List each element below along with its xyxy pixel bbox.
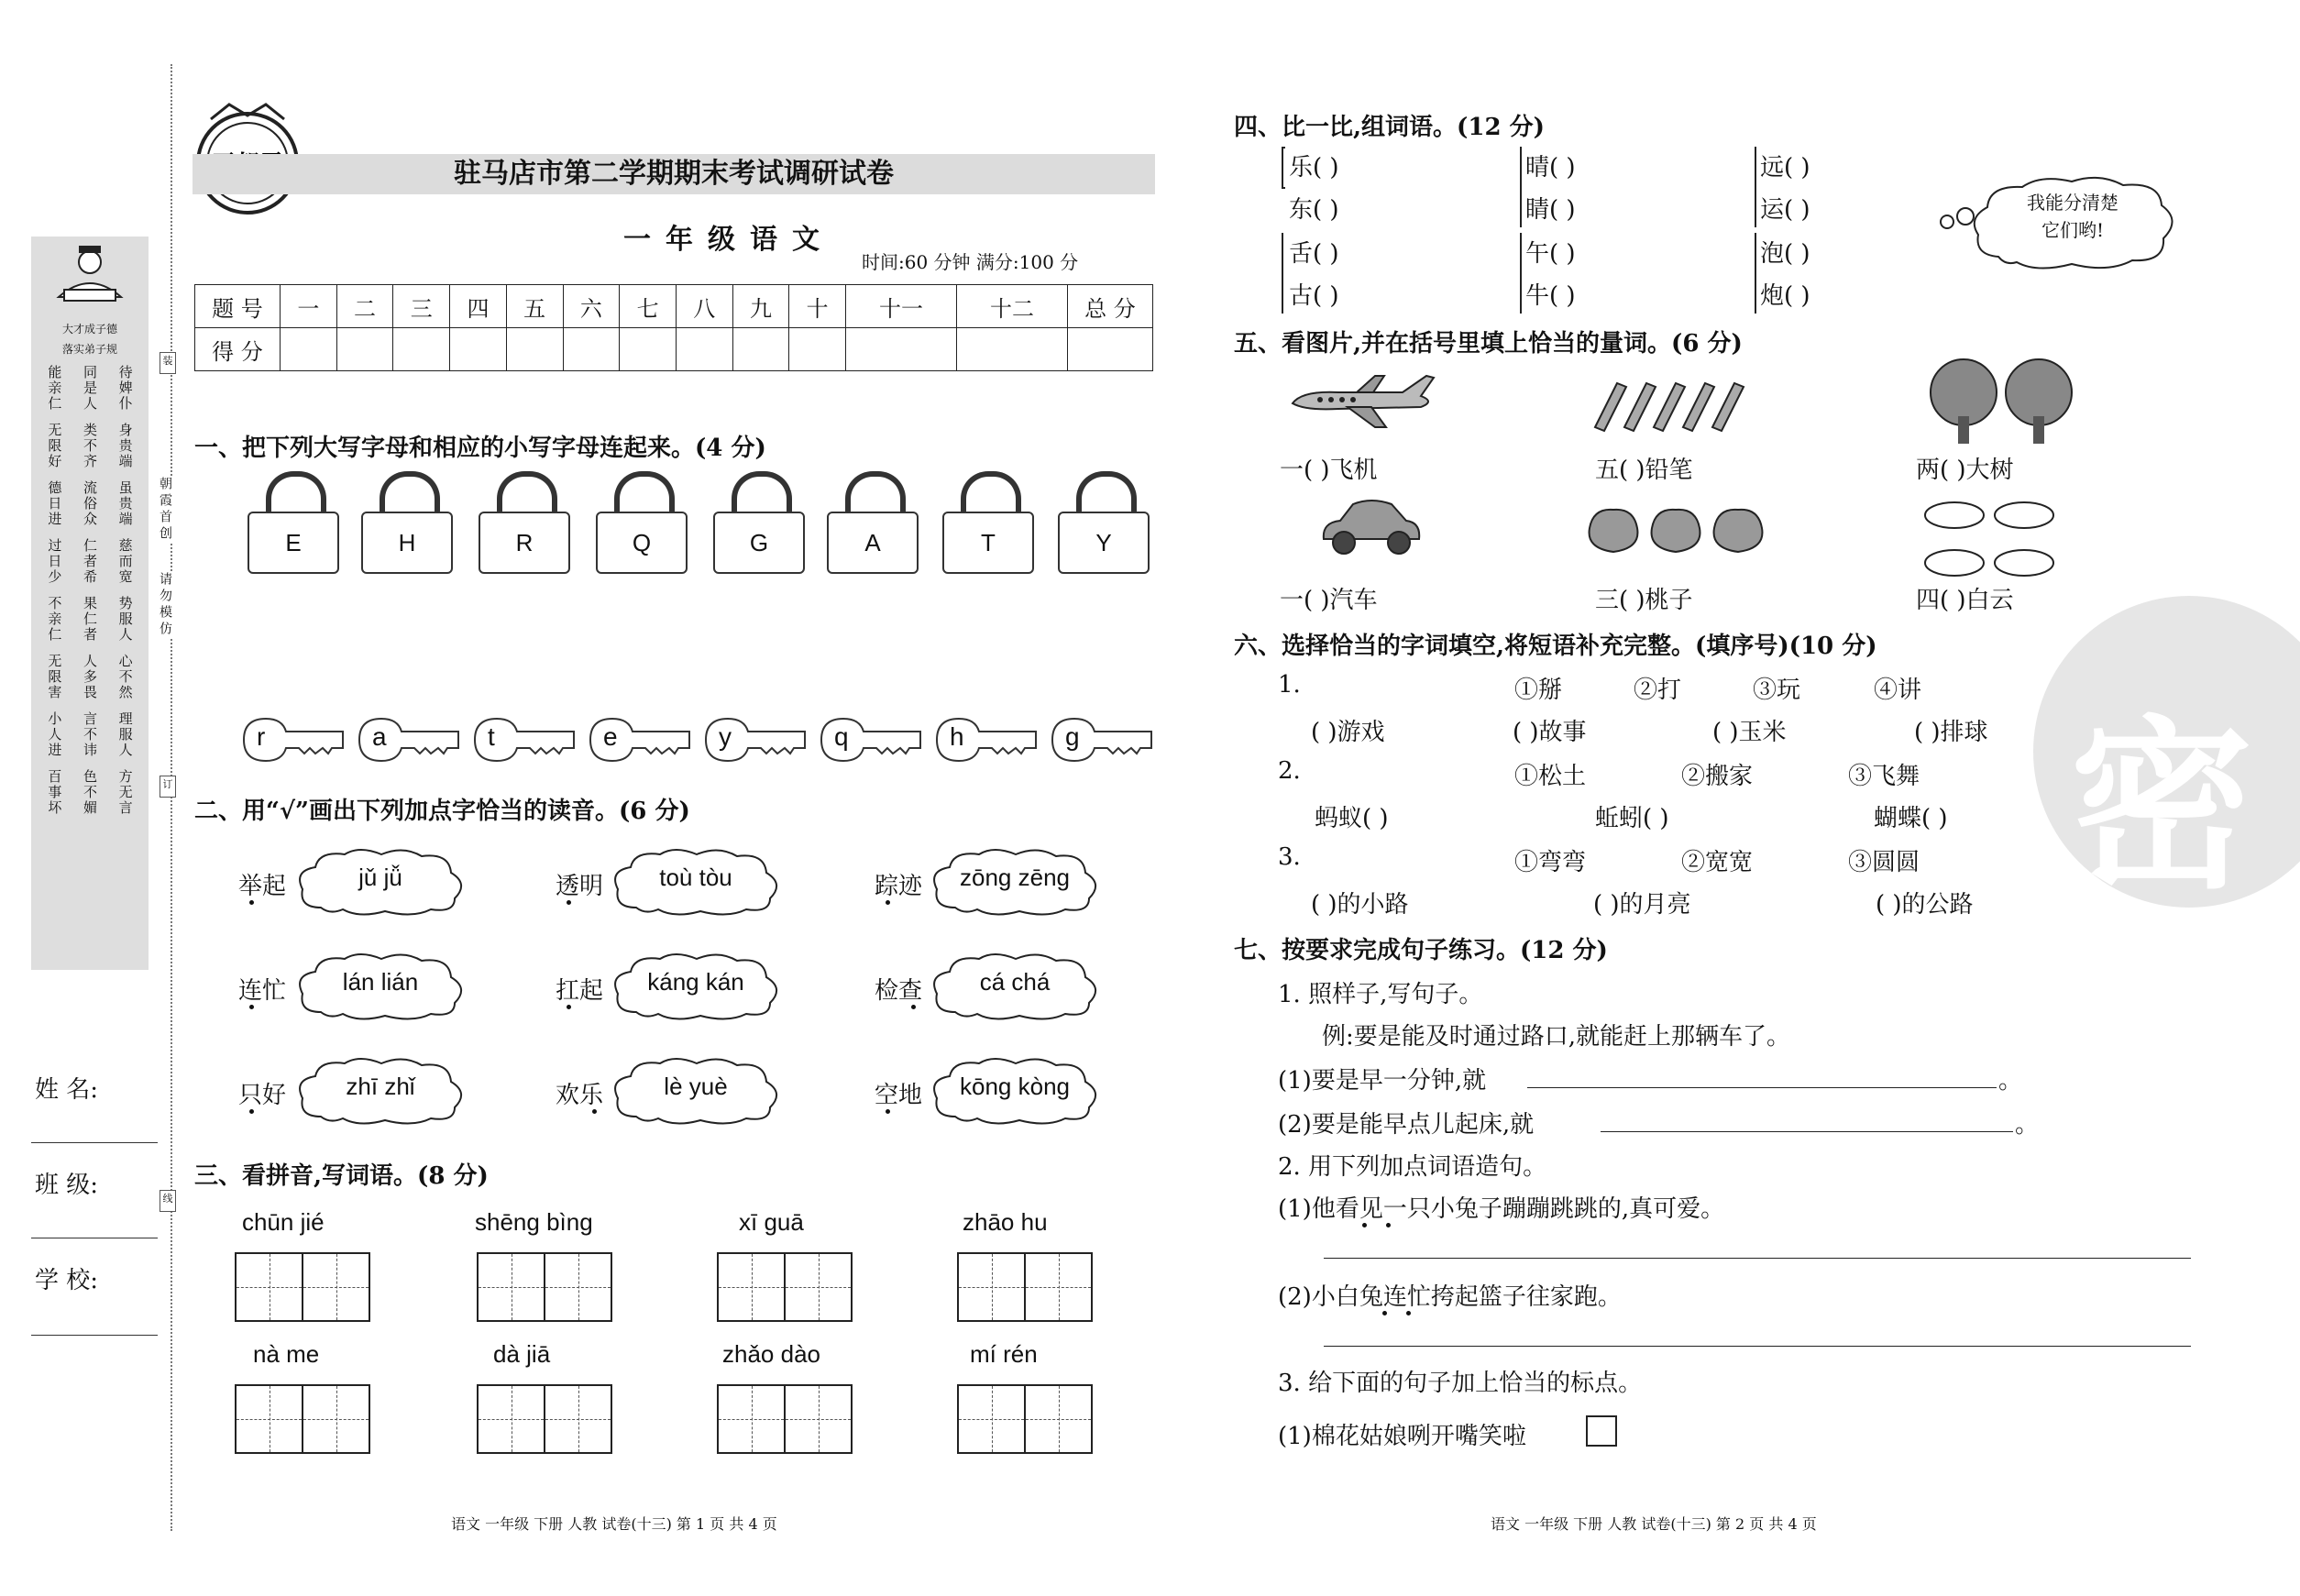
score-cell[interactable] — [846, 328, 957, 371]
q6-option: ③飞舞 — [1848, 763, 1920, 790]
score-header-cell: 总 分 — [1068, 285, 1153, 328]
school-label: 学 校: — [35, 1267, 99, 1294]
proverb-col: 虽贵端 — [116, 480, 134, 527]
q3-pinyin: chūn jié — [242, 1208, 325, 1236]
proverb-columns — [37, 365, 143, 816]
q4-blank[interactable]: 午( ) — [1525, 240, 1576, 268]
q6-number: 2. — [1278, 757, 1301, 785]
class-label: 班 级: — [35, 1172, 99, 1199]
q4-blank[interactable]: 睛( ) — [1525, 196, 1576, 224]
name-label: 姓 名: — [35, 1076, 99, 1104]
lock-letter: T — [942, 512, 1034, 574]
q7-title: 七、按要求完成句子练习。(12 分) — [1234, 937, 1608, 964]
footer-left: 语文 一年级 下册 人教 试卷(十三) 第 1 页 共 4 页 — [451, 1515, 777, 1533]
school-input-line[interactable] — [31, 1335, 158, 1336]
key-card[interactable] — [702, 713, 809, 766]
proverb-col: 过日少 — [46, 538, 63, 585]
emphasis-dot — [249, 1005, 254, 1009]
q7-sentence: (2)小白兔连忙挎起篮子往家跑。 — [1278, 1283, 1622, 1311]
motto-line: 落实弟子规 — [61, 343, 117, 356]
trees-icon — [1925, 356, 2081, 447]
pinyin-cloud[interactable] — [609, 952, 783, 1021]
score-header-cell: 九 — [732, 285, 789, 328]
q3-pinyin: nà me — [253, 1340, 320, 1368]
pinyin-options: káng kán — [647, 968, 744, 996]
proverb-col: 流俗众 — [81, 480, 98, 527]
emphasis-dot — [1362, 1223, 1367, 1227]
key-card[interactable] — [933, 713, 1040, 766]
q4-blank[interactable]: 炮( ) — [1760, 282, 1810, 310]
q7-line-prefix: (1)要是早一分钟,就 — [1278, 1067, 1487, 1095]
emphasis-dot — [1386, 1223, 1391, 1227]
lock-letter: Y — [1058, 512, 1150, 574]
q7-example: 例:要是能及时通过路口,就能赶上那辆车了。 — [1322, 1023, 1791, 1051]
q3-pinyin: zhāo hu — [963, 1208, 1048, 1236]
key-letter: t — [488, 722, 495, 751]
score-cell[interactable] — [336, 328, 393, 371]
score-cell[interactable] — [620, 328, 677, 371]
q3-pinyin: dà jiā — [493, 1340, 551, 1368]
key-letter: g — [1065, 722, 1080, 751]
pinyin-options: zhī zhǐ — [346, 1073, 415, 1100]
score-header-cell: 三 — [393, 285, 450, 328]
key-letter: r — [257, 722, 266, 751]
proverb-col: 无限好 — [46, 423, 63, 469]
q2-word: 只好 — [238, 1082, 287, 1109]
writing-grid[interactable] — [477, 1384, 612, 1454]
q2-word: 踪迹 — [875, 873, 923, 900]
score-cell[interactable] — [956, 328, 1067, 371]
pinyin-options: toù tòu — [659, 864, 732, 891]
q6-option: ②宽宽 — [1681, 849, 1754, 876]
q6-blank[interactable]: ( )排球 — [1914, 719, 1988, 746]
writing-grid[interactable] — [235, 1384, 370, 1454]
writing-grid[interactable] — [957, 1252, 1093, 1322]
speech-line: 它们哟! — [2041, 219, 2105, 241]
score-header-cell: 十二 — [956, 285, 1067, 328]
answer-line[interactable] — [1324, 1346, 2191, 1347]
emphasis-dot — [567, 900, 571, 905]
lock-card[interactable] — [361, 471, 449, 570]
lock-letter: Q — [596, 512, 688, 574]
pinyin-cloud[interactable] — [928, 1056, 1102, 1126]
q6-option: ③圆圆 — [1848, 849, 1920, 876]
pencils-icon — [1590, 372, 1755, 436]
proverb-col: 身贵端 — [116, 423, 134, 469]
binding-cut-line — [171, 64, 172, 1531]
q7-subtask: 2. 用下列加点词语造句。 — [1278, 1153, 1547, 1181]
emphasis-dot — [249, 900, 254, 905]
pinyin-options: jǔ jǚ — [358, 864, 402, 891]
proverb-col: 人多畏 — [81, 654, 98, 700]
q7-line-prefix: (2)要是能早点儿起床,就 — [1278, 1111, 1535, 1139]
period-mark: 。 — [1998, 1067, 2023, 1095]
airplane-icon — [1283, 370, 1439, 431]
q6-number: 1. — [1278, 671, 1301, 699]
q4-blank[interactable]: 古( ) — [1289, 282, 1339, 310]
period-mark: 。 — [2015, 1111, 2040, 1139]
binding-note: 请勿模仿 — [158, 572, 172, 638]
name-input-line[interactable] — [31, 1142, 158, 1143]
scholar-illustration — [31, 242, 149, 306]
q2-word: 透明 — [556, 873, 604, 900]
score-header-cell: 八 — [676, 285, 732, 328]
measure-word-blank[interactable]: 五( )铅笔 — [1595, 457, 1693, 484]
q3-pinyin: shēng bìng — [475, 1208, 593, 1236]
proverb-col: 果仁者 — [81, 596, 98, 643]
writing-grid[interactable] — [957, 1384, 1093, 1454]
q6-option: ①弯弯 — [1514, 849, 1587, 876]
key-card[interactable] — [818, 713, 924, 766]
lock-card[interactable] — [713, 471, 801, 570]
pinyin-cloud[interactable] — [928, 952, 1102, 1021]
car-icon — [1316, 495, 1426, 561]
proverb-col: 方无言 — [116, 769, 134, 816]
measure-word-blank[interactable]: 一( )汽车 — [1280, 587, 1378, 614]
key-card[interactable] — [587, 713, 693, 766]
confidential-stamp — [2033, 596, 2300, 914]
q4-blank[interactable]: 泡( ) — [1760, 240, 1810, 268]
score-cell[interactable] — [563, 328, 620, 371]
q7-subtask: 3. 给下面的句子加上恰当的标点。 — [1278, 1370, 1643, 1397]
score-cell[interactable] — [1068, 328, 1153, 371]
q4-blank[interactable]: 运( ) — [1760, 196, 1810, 224]
q6-option: ④讲 — [1874, 677, 1922, 704]
key-card[interactable] — [471, 713, 578, 766]
emphasis-dot — [1382, 1311, 1387, 1315]
q7-sentence: (1)他看见一只小兔子蹦蹦跳跳的,真可爱。 — [1278, 1195, 1725, 1223]
q3-pinyin: xī guā — [739, 1208, 804, 1236]
q6-option: ①掰 — [1514, 677, 1563, 704]
score-header-cell: 二 — [336, 285, 393, 328]
q2-word: 扛起 — [556, 977, 604, 1005]
lock-letter: G — [713, 512, 805, 574]
q6-number: 3. — [1278, 843, 1301, 871]
measure-word-blank[interactable]: 两( )大树 — [1916, 457, 2014, 484]
q4-blank[interactable]: 远( ) — [1760, 154, 1810, 182]
writing-grid[interactable] — [477, 1252, 612, 1322]
pinyin-cloud[interactable] — [293, 847, 468, 917]
emphasis-dot — [911, 1005, 916, 1009]
q6-blank[interactable]: ( )的小路 — [1311, 891, 1409, 919]
q6-option: ②搬家 — [1681, 763, 1754, 790]
group-bracket — [1755, 147, 1758, 227]
emphasis-dot — [592, 1109, 597, 1114]
binding-mark: 线 — [160, 1190, 176, 1212]
motto-line: 大才成子德 — [61, 323, 117, 336]
measure-word-blank[interactable]: 一( )飞机 — [1280, 457, 1378, 484]
q6-title: 六、选择恰当的字词填空,将短语补充完整。(填序号)(10 分) — [1234, 633, 1877, 660]
q2-word: 空地 — [875, 1082, 923, 1109]
score-header-cell: 十 — [789, 285, 846, 328]
pinyin-cloud[interactable] — [293, 952, 468, 1021]
punctuation-box[interactable] — [1586, 1415, 1617, 1447]
subject-title: 一年级语文 — [623, 224, 834, 256]
lock-card[interactable] — [248, 471, 336, 570]
pinyin-cloud[interactable] — [928, 847, 1102, 917]
lock-card[interactable] — [1058, 471, 1146, 570]
proverb-col: 色不媚 — [81, 769, 98, 816]
score-cell[interactable] — [789, 328, 846, 371]
group-bracket — [1282, 147, 1285, 189]
pinyin-options: lè yuè — [664, 1073, 728, 1100]
proverb-col: 言不讳 — [81, 711, 98, 758]
q7-subtask: 1. 照样子,写句子。 — [1278, 981, 1483, 1008]
lock-card[interactable] — [479, 471, 567, 570]
score-header-row — [195, 285, 1153, 328]
q5-title: 五、看图片,并在括号里填上恰当的量词。(6 分) — [1234, 330, 1743, 358]
answer-line[interactable] — [1324, 1258, 2191, 1259]
q4-blank[interactable]: 牛( ) — [1525, 282, 1576, 310]
pinyin-cloud[interactable] — [293, 1056, 468, 1126]
emphasis-dot — [1406, 1311, 1411, 1315]
key-letter: e — [603, 722, 618, 751]
q4-blank[interactable]: 舌( ) — [1289, 240, 1339, 268]
emphasis-dot — [886, 1109, 890, 1114]
q6-blank[interactable]: ( )游戏 — [1311, 719, 1385, 746]
key-letter: h — [950, 722, 964, 751]
q3-pinyin: mí rén — [970, 1340, 1038, 1368]
writing-grid[interactable] — [717, 1384, 853, 1454]
q1-title: 一、把下列大写字母和相应的小写字母连起来。(4 分) — [194, 435, 766, 462]
q4-blank[interactable]: 乐( ) — [1289, 154, 1339, 182]
proverb-col: 同是人 — [81, 365, 98, 412]
q6-blank[interactable]: ( )的公路 — [1876, 891, 1974, 919]
score-header-cell: 一 — [281, 285, 337, 328]
group-bracket — [1755, 233, 1758, 314]
speech-bubble-text — [2004, 189, 2141, 244]
pinyin-options: kōng kòng — [960, 1073, 1070, 1100]
group-bracket — [1520, 147, 1524, 227]
lock-letter: E — [248, 512, 339, 574]
side-panel — [31, 237, 149, 970]
exam-title: 驻马店市第二学期期末考试调研试卷 — [193, 154, 1155, 194]
group-bracket — [1282, 233, 1285, 314]
pinyin-cloud[interactable] — [609, 847, 783, 917]
q2-word: 检查 — [875, 977, 923, 1005]
key-card[interactable] — [240, 713, 347, 766]
q4-blank[interactable]: 晴( ) — [1525, 154, 1576, 182]
pinyin-cloud[interactable] — [609, 1056, 783, 1126]
emphasis-dot — [567, 1005, 571, 1009]
binding-mark: 装 — [160, 352, 176, 374]
q4-title: 四、比一比,组词语。(12 分) — [1234, 114, 1545, 141]
q6-option: ②打 — [1634, 677, 1682, 704]
key-letter: q — [834, 722, 849, 751]
motto — [31, 319, 149, 359]
q6-blank[interactable]: ( )的月亮 — [1593, 891, 1691, 919]
score-cell[interactable] — [450, 328, 507, 371]
footer-right: 语文 一年级 下册 人教 试卷(十三) 第 2 页 共 4 页 — [1491, 1515, 1817, 1533]
lock-letter: H — [361, 512, 453, 574]
proverb-col: 心不然 — [116, 654, 134, 700]
proverb-col: 百事坏 — [46, 769, 63, 816]
q6-blank[interactable]: 蝴蝶( ) — [1874, 805, 1948, 832]
proverb-col: 仁者希 — [81, 538, 98, 585]
q6-blank[interactable]: ( )玉米 — [1712, 719, 1787, 746]
peaches-icon — [1580, 502, 1773, 557]
pinyin-options: cá chá — [979, 968, 1051, 996]
score-header-cell: 十一 — [846, 285, 957, 328]
proverb-col: 理服人 — [116, 711, 134, 758]
proverb-col: 无限害 — [46, 654, 63, 700]
q3-title: 三、看拼音,写词语。(8 分) — [194, 1162, 489, 1190]
q2-word: 连忙 — [238, 977, 287, 1005]
q7-sentence: (1)棉花姑娘咧开嘴笑啦 — [1278, 1423, 1526, 1450]
pinyin-options: zōng zēng — [960, 864, 1070, 891]
q6-blank[interactable]: ( )故事 — [1513, 719, 1587, 746]
writing-grid[interactable] — [717, 1252, 853, 1322]
score-header-cell: 五 — [506, 285, 563, 328]
q2-word: 举起 — [238, 873, 287, 900]
q6-option: ③玩 — [1753, 677, 1801, 704]
answer-line[interactable] — [1527, 1087, 1997, 1088]
proverb-col: 不亲仁 — [46, 596, 63, 643]
score-header-cell: 六 — [563, 285, 620, 328]
proverb-col: 势服人 — [116, 596, 134, 643]
score-row-label: 得 分 — [195, 328, 281, 371]
key-letter: y — [719, 722, 732, 751]
score-cell[interactable] — [732, 328, 789, 371]
lock-card[interactable] — [596, 471, 684, 570]
time-info: 时间:60 分钟 满分:100 分 — [862, 251, 1079, 273]
key-card[interactable] — [356, 713, 462, 766]
emphasis-dot — [886, 900, 890, 905]
measure-word-blank[interactable]: 三( )桃子 — [1595, 587, 1693, 614]
proverb-col: 能亲仁 — [46, 365, 63, 412]
q6-blank[interactable]: 蚯蚓( ) — [1595, 805, 1669, 832]
lock-card[interactable] — [827, 471, 915, 570]
q2-title: 二、用“√”画出下列加点字恰当的读音。(6 分) — [194, 798, 690, 825]
score-cell[interactable] — [676, 328, 732, 371]
key-card[interactable] — [1049, 713, 1155, 766]
proverb-col: 慈而宽 — [116, 538, 134, 585]
pinyin-options: lán lián — [342, 968, 419, 996]
group-bracket — [1520, 233, 1524, 314]
score-table — [194, 284, 1153, 371]
q3-pinyin: zhǎo dào — [722, 1340, 820, 1368]
score-header-cell: 题 号 — [195, 285, 281, 328]
emphasis-dot — [249, 1109, 254, 1114]
measure-word-blank[interactable]: 四( )白云 — [1916, 587, 2014, 614]
speech-line: 我能分清楚 — [2027, 192, 2118, 214]
clouds-icon — [1921, 499, 2059, 581]
score-cell[interactable] — [393, 328, 450, 371]
proverb-col: 类不齐 — [81, 423, 98, 469]
q2-word: 欢乐 — [556, 1082, 604, 1109]
score-header-cell: 七 — [620, 285, 677, 328]
score-header-cell: 四 — [450, 285, 507, 328]
key-letter: a — [372, 722, 387, 751]
lock-letter: R — [479, 512, 570, 574]
proverb-col: 德日进 — [46, 480, 63, 527]
q6-blank[interactable]: 蚂蚁( ) — [1315, 805, 1389, 832]
q6-option: ①松土 — [1514, 763, 1587, 790]
writing-grid[interactable] — [235, 1252, 370, 1322]
answer-line[interactable] — [1601, 1131, 2013, 1132]
score-cell[interactable] — [281, 328, 337, 371]
proverb-col: 小人进 — [46, 711, 63, 758]
q4-blank[interactable]: 东( ) — [1289, 196, 1339, 224]
stamp-text: 密 — [2070, 699, 2254, 914]
score-cell[interactable] — [506, 328, 563, 371]
lock-letter: A — [827, 512, 919, 574]
binding-note: 朝霞首创 — [158, 477, 172, 543]
proverb-col: 待婢仆 — [116, 365, 134, 412]
score-value-row — [195, 328, 1153, 371]
binding-mark: 订 — [160, 776, 176, 798]
lock-card[interactable] — [942, 471, 1030, 570]
